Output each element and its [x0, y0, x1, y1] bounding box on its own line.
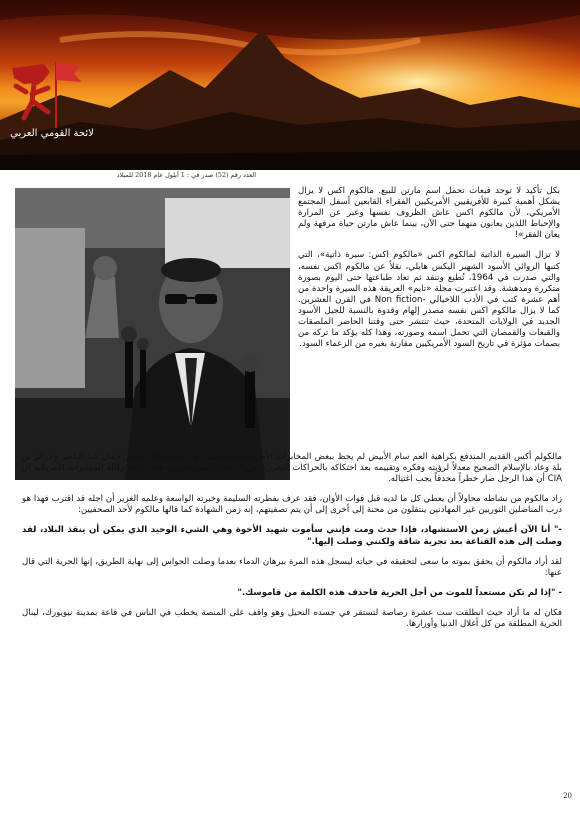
- issue-line: العدد رقم (52) صدر في : 1 أيلول عام 2018 للميلاد: [116, 171, 256, 179]
- paragraph: بكل تأكيد لا توجد قبعات تحمل اسم مارتن للبيع. مالكوم اكس لا يزال يشكل أهمية كبيرة للأفريقيين الأمريكيين الفقراء القابعين أسفل المجتمع الأمريكي، لأن مالكوم اكس عاش الظروف نفسها وعبر عن المرارة والإحباط اللذين يعانون منهما حتى الآن، بينما عاش مارتن حياة مرفهة ولم يعان الفقر»!: [298, 186, 560, 241]
- logo-icon: [4, 58, 96, 158]
- paragraph: زاد مالكوم من نشاطه محاولاً أن يعطي كل ما لديه قبل فوات الأوان، فقد عرف بفطرته السليمة وخبرته الواسعة وعلمه الغزير أن اجله قد اقترب فهذا هو درب المناضلين الثوريين غير المهادنين ينتقلون من محنة إلى أخرى إلى أن يتم تصفيتهم، إنه زمن الشهادة كما قالها مالكوم لأحد الصحفيين:: [22, 494, 562, 516]
- paragraph: مالكولم أكس القديم المندفع بكراهية العم سام الأبيض لم يحظ ببغض المخابرات الأمريكية كما حظي بها عندما سافر لمصر جمال عبد الناصر وجزائر بن بلة وعاد بالإسلام الصحيح معدلاً لرؤيته وفكره وتقييمه بعد احتكاكه بالحراكات التحررية من الرجل الأبيض الغربي، هنا عرفت وكالة المخابرات الأمريكية ال CIA أن هذا الرجل صار خطراً محدقاً يجب اغتياله.: [22, 452, 562, 485]
- article-body-full: [22, 452, 562, 639]
- quote-paragraph: - "إذا لم تكن مستعداً للموت من أجل الحرية فاحذف هذه الكلمة من قاموسك.": [237, 587, 562, 598]
- speaker-photo-image: [15, 188, 290, 480]
- logo-text: لائحة القومي العربي: [10, 128, 94, 139]
- paragraph: لقد أراد مالكوم أن يحقق بموته ما سعى لتحقيقه في حياته ليسجل هذه المرة ببرهان الدماء بعدما وصلت الحواس إلى نهاية الطريق، إنها الحرية التي قال عنها:: [22, 556, 562, 578]
- page-number: 20: [563, 792, 572, 800]
- article-column-right: [298, 186, 560, 359]
- paragraph: لا تزال السيرة الذاتية لمالكوم اكس «مالكوم اكس: سيرة ذاتية»، التي كتبها الروائي الأسود الشهير اليكس هايلي، نقلاً عن مالكوم اكس نفسه، والتي صدرت في 1964، تُطبع وتنفد ثم تعاد طباعتها حتى اليوم بصورة متكررة ومدهشة. وقد اعتبرت مجلة «تايم» العريقة هذه السيرة واحدة من أهم عشرة كتب في الأدب اللاخيالي -Non fiction في القرن العشرين. كما لا يزال مالكوم اكس نفسه مصدر إلهام وقدوة بالنسبة للجيل الأسود الجديد في الولايات المتحدة، حيث تنتشر حتى وقتنا الحاضر الملصقات والقبعات والقمصان التي تحمل اسمه وصورته، وهذا كله يؤكد ما تركه من بصمات مؤثرة في تاريخ السود الأمريكيين مقارنة بغيره من الزعماء السود.: [298, 250, 560, 350]
- photo-malcolm-x: [15, 188, 290, 480]
- quote-paragraph: -" أنا الآن أعيش زمن الاستشهاد، فإذا حدث ومت فإنني سأموت شهيد الأخوة وهي الشيء الوحيد الذي يمكن أن ينقذ البلاد، لقد وصلت إلى هذه القناعة بعد تجربة شاقة ولكنني وصلت إليها.": [22, 525, 562, 547]
- header-banner: [0, 0, 580, 170]
- paragraph: فكان له ما أراد حيث انطلقت ست عشرة رصاصة لتستقر في جسده النحيل وهو واقف على المنصة يخطب في الناس في قاعة بمدينة نيويورك، لينال الحرية المطلقة من كل أغلال الدنيا وأوزارها.: [22, 607, 562, 630]
